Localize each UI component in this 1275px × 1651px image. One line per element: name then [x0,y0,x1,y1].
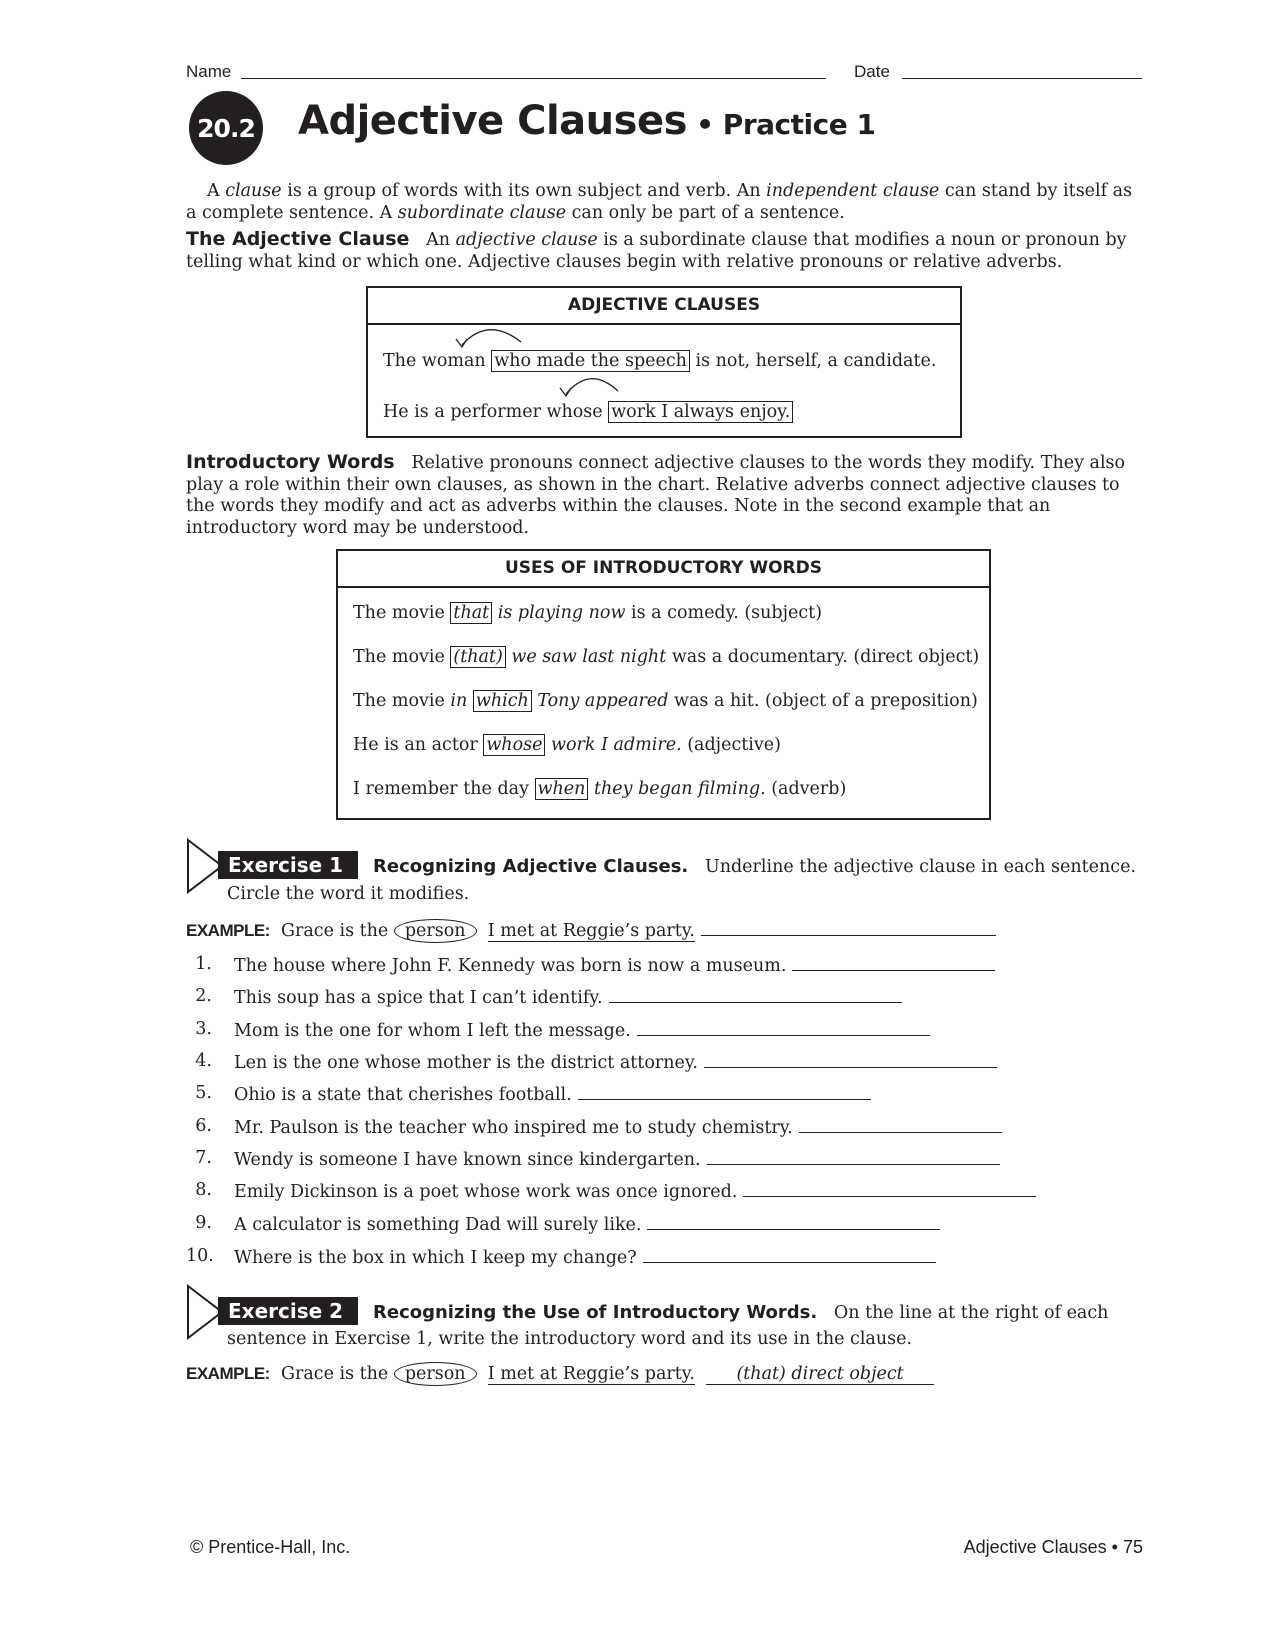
adjective-clause-heading: The Adjective Clause [186,228,410,250]
exercise-1-example: EXAMPLE: Grace is the person I met at Reggie’s party. [186,919,996,941]
example-answer: (that) direct object [736,1364,904,1384]
chart2-row: The movie in which Tony appeared was a hit. (object of a preposition) [353,691,978,711]
answer-line[interactable] [578,1083,871,1100]
exercise-item: 4. Len is the one whose mother is the district attorney. [186,1051,997,1073]
exercise-item: 5. Ohio is a state that cherishes football. [186,1083,871,1105]
exercise-item: 8. Emily Dickinson is a poet whose work was once ignored. [186,1180,1036,1202]
exercise-2-instructions: Recognizing the Use of Introductory Words. On the line at the right of each [373,1302,1109,1323]
exercise-1-title: Recognizing Adjective Clauses. [373,856,689,877]
answer-line[interactable] [743,1180,1036,1197]
answer-line[interactable] [799,1116,1002,1133]
exercise-item: 6. Mr. Paulson is the teacher who inspired me to study chemistry. [186,1116,1002,1138]
footer-page-number: Adjective Clauses • 75 [963,1537,1143,1557]
answer-line[interactable] [704,1051,997,1068]
exercise-2-example: EXAMPLE: Grace is the person I met at Reggie’s party. (that) direct object [186,1364,934,1385]
adjective-clause-paragraph: The Adjective Clause An adjective clause is a subordinate clause that modifies a noun or pronoun by telling what kind or which one. Adjective clauses begin with relative pronouns or relative adverbs. [186,228,1127,272]
introductory-words-heading: Introductory Words [186,451,395,473]
exercise-item: 2. This soup has a spice that I can’t identify. [186,986,902,1008]
introductory-words-paragraph: Introductory Words Relative pronouns connect adjective clauses to the words they modify. They also play a role within their own clauses, as shown in the chart. Relative adverbs connect adjective clauses to the words they modify and act as adverbs within the clauses. Note in the second example that an introductory word may be understood. [186,451,1126,538]
example-circled-word: person [394,1362,477,1386]
page-title [298,98,875,144]
exercise-2-label: Exercise 2 [218,1297,358,1325]
chart2-row: I remember the day when they began filming. (adverb) [353,779,847,799]
exercise-2-instructions-cont: sentence in Exercise 1, write the introductory word and its use in the clause. [227,1329,913,1349]
exercise-1-instructions-cont: Circle the word it modifies. [227,884,470,904]
introductory-words-chart [336,549,991,820]
title-main: Adjective Clauses [298,98,687,144]
footer-copyright: © Prentice-Hall, Inc. [190,1537,351,1557]
chart2-row: The movie (that) we saw last night was a documentary. (direct object) [353,647,980,667]
intro-paragraph: A clause is a group of words with its own subject and verb. An independent clause can stand by itself as a complete sentence. A subordinate clause can only be part of a sentence. [186,181,1133,223]
answer-line[interactable] [792,954,995,971]
exercise-1-instructions: Recognizing Adjective Clauses. Underline the adjective clause in each sentence. [373,856,1137,877]
chart1-row-2: He is a performer whose work I always enjoy. [383,402,793,422]
exercise-item: 7. Wendy is someone I have known since kindergarten. [186,1148,1000,1170]
section-badge: 20.2 [189,91,263,165]
answer-line[interactable] [643,1246,936,1263]
example-answer-line [701,919,996,936]
answer-line[interactable] [637,1019,930,1036]
exercise-item: 9. A calculator is something Dad will surely like. [186,1213,940,1235]
exercise-item: 1. The house where John F. Kennedy was born is now a museum. [186,954,995,976]
chart-heading: ADJECTIVE CLAUSES [368,288,960,325]
answer-line[interactable] [647,1213,940,1230]
example-circled-word: person [394,919,477,943]
name-field[interactable] [241,78,826,79]
exercise-item: 10. Where is the box in which I keep my change? [186,1246,936,1268]
exercise-item: 3. Mom is the one for whom I left the message. [186,1019,930,1041]
title-sub: Practice 1 [722,108,876,141]
adjective-clauses-chart [366,286,962,438]
answer-line[interactable] [609,986,902,1003]
date-field[interactable] [902,78,1142,79]
answer-line[interactable] [707,1148,1000,1165]
exercise-1-label: Exercise 1 [218,851,358,879]
title-bullet: • [686,108,723,141]
name-label: Name [186,62,232,81]
chart1-row-1: The woman who made the speech is not, herself, a candidate. [383,351,937,371]
exercise-2-title: Recognizing the Use of Introductory Words. [373,1302,818,1323]
date-label: Date [854,62,890,81]
chart2-row: The movie that is playing now is a comedy. (subject) [353,603,823,623]
chart2-row: He is an actor whose work I admire. (adjective) [353,735,781,755]
chart2-heading: USES OF INTRODUCTORY WORDS [338,551,989,588]
